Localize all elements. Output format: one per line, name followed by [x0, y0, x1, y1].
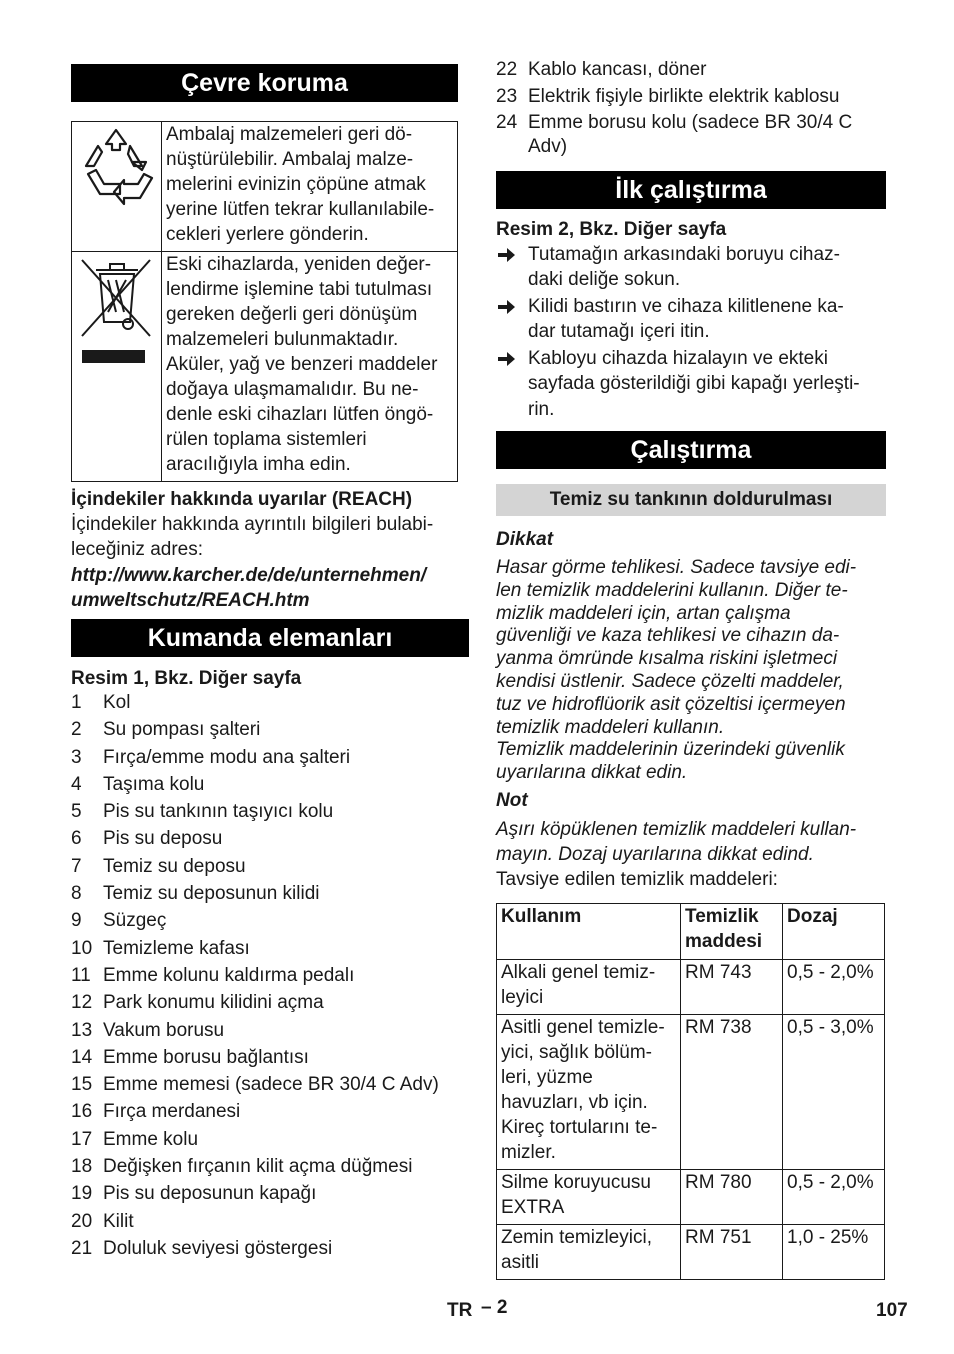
footer-section: – 2: [481, 1297, 508, 1318]
item-number: 18: [71, 1156, 93, 1178]
item-label: Pis su tankının taşıyıcı kolu: [103, 801, 334, 823]
table-cell: RM 743: [681, 960, 783, 1015]
table-row: [497, 1225, 885, 1280]
arrow-right-icon: [498, 247, 516, 263]
list-item: [71, 1126, 469, 1153]
item-number: 10: [71, 937, 93, 959]
item-label: Emme memesi (sadece BR 30/4 C Adv): [103, 1074, 439, 1096]
env-heading: Çevre koruma: [71, 64, 458, 102]
list-item: [496, 57, 886, 84]
step-text: Kabloyu cihazda hizalayın ve ekteki sayfada gösterildiği gibi kapağı yerleşti- rin.: [528, 348, 860, 420]
tank-subheading: Temiz su tankının doldurulması: [496, 484, 886, 516]
recycling-icon: [72, 122, 162, 252]
arrow-right-icon: [498, 299, 516, 315]
note-text: Aşırı köpüklenen temizlik maddeleri kullan- mayın. Dozaj uyarılarına dikkat edind.: [496, 819, 857, 865]
instruction-step: [496, 294, 886, 345]
table-cell: Alkali genel temiz- leyici: [497, 960, 681, 1015]
controls-list: [71, 689, 469, 1262]
item-label: Park konumu kilidini açma: [103, 992, 324, 1014]
item-label: Vakum borusu: [103, 1019, 225, 1041]
caution-text: Hasar görme tehlikesi. Sadece tavsiye edi- len temizlik maddelerini kullanın. Diğer te- mizlik maddeleri için, artan çalışma güvenliği ve kaza tehlikesi ve cihazın da- yanma ömründe kısalma riskini işletmeci kendisi üstlenir. Sadece çözelti maddeler, tuz ve hidroflüorik asit çözeltisi içermeyen temizlik maddeleri kullanın. Temizlik maddelerinin üzerindeki güvenlik uyarılarına dikkat edin.: [496, 557, 857, 784]
item-number: 21: [71, 1237, 93, 1259]
step-text: Tutamağın arkasındaki boruyu cihaz- daki deliğe sokun.: [528, 244, 840, 291]
list-item: [71, 989, 469, 1016]
list-item: [71, 771, 469, 798]
list-item: [71, 1153, 469, 1180]
figure-ref: Resim 2, Bkz. Diğer sayfa: [496, 219, 727, 240]
page-number: 107: [876, 1300, 908, 1321]
column-header: Kullanım: [497, 904, 681, 960]
item-label: Emme borusu kolu (sadece BR 30/4 C Adv): [528, 111, 853, 157]
item-number: 3: [71, 746, 82, 768]
item-number: 14: [71, 1046, 93, 1068]
item-number: 17: [71, 1128, 93, 1150]
item-number: 2: [71, 719, 82, 741]
item-number: 7: [71, 855, 82, 877]
env-table: [71, 121, 458, 482]
table-cell: Asitli genel temizle- yici, sağlık bölüm- leri, yüzme havuzları, vb için. Kireç tortularını te- mizler.: [497, 1015, 681, 1170]
controls-list-continued: [496, 57, 886, 159]
item-number: 11: [71, 964, 91, 986]
item-label: Su pompası şalteri: [103, 719, 261, 741]
detergent-table: [496, 903, 885, 1280]
controls-heading: Kumanda elemanları: [71, 619, 469, 657]
item-label: Emme borusu bağlantısı: [103, 1046, 309, 1068]
item-label: Süzgeç: [103, 910, 167, 932]
item-number: 9: [71, 910, 82, 932]
list-item: [71, 716, 469, 743]
item-number: 1: [71, 692, 82, 713]
table-cell: Zemin temizleyici, asitli: [497, 1225, 681, 1280]
caution-label: Dikkat: [496, 529, 554, 550]
list-item: [71, 1098, 469, 1125]
item-label: Fırça merdanesi: [103, 1101, 241, 1123]
list-item: [71, 1071, 469, 1098]
table-cell: RM 780: [681, 1170, 783, 1225]
first-use-heading: İlk çalıştırma: [496, 171, 886, 209]
item-label: Kol: [103, 692, 131, 713]
operation-heading: Çalıştırma: [496, 431, 886, 469]
item-number: 15: [71, 1074, 93, 1096]
table-row: [497, 960, 885, 1015]
table-cell: 0,5 - 2,0%: [783, 1170, 885, 1225]
list-item: [71, 935, 469, 962]
item-number: 23: [496, 85, 518, 107]
list-item: [71, 825, 469, 852]
item-label: Emme kolunu kaldırma pedalı: [103, 964, 355, 986]
item-number: 24: [496, 111, 518, 133]
item-label: Pis su deposu: [103, 828, 223, 850]
env-text: Ambalaj malzemeleri geri dö- nüştürülebilir. Ambalaj malze- melerini evinizin çöpüne atmak yerine lütfen tekrar kullanılabile- cekleri yerlere gönderin.: [162, 122, 458, 252]
table-cell: Silme koruyucusu EXTRA: [497, 1170, 681, 1225]
list-item: [71, 1235, 469, 1262]
list-item: [71, 1180, 469, 1207]
item-label: Kablo kancası, döner: [528, 59, 707, 80]
instruction-step: [496, 242, 886, 293]
item-number: 13: [71, 1019, 93, 1041]
item-label: Elektrik fişiyle birlikte elektrik kablosu: [528, 85, 840, 107]
column-header: Temizlik maddesi: [681, 904, 783, 960]
item-label: Temiz su deposunun kilidi: [103, 883, 320, 905]
item-label: Fırça/emme modu ana şalteri: [103, 746, 351, 768]
list-item: [71, 1044, 469, 1071]
first-use-steps: [496, 242, 886, 424]
list-item: [496, 84, 886, 111]
item-number: 6: [71, 828, 82, 850]
item-label: Emme kolu: [103, 1128, 199, 1150]
item-label: Temiz su deposu: [103, 855, 246, 877]
item-label: Doluluk seviyesi göstergesi: [103, 1237, 333, 1259]
item-number: 22: [496, 59, 518, 80]
list-item: [71, 907, 469, 934]
env-row: [72, 122, 458, 252]
reach-text: İçindekiler hakkında ayrıntılı bilgileri bulabi- leceğiniz adres:: [71, 514, 434, 560]
list-item: [496, 111, 886, 159]
table-row: [497, 1170, 885, 1225]
item-label: Kilit: [103, 1210, 134, 1232]
instruction-step: [496, 346, 886, 422]
list-item: [71, 880, 469, 907]
item-number: 20: [71, 1210, 93, 1232]
arrow-right-icon: [498, 351, 516, 367]
table-cell: 0,5 - 2,0%: [783, 960, 885, 1015]
table-cell: RM 751: [681, 1225, 783, 1280]
list-item: [71, 744, 469, 771]
list-item: [71, 1017, 469, 1044]
item-number: 4: [71, 773, 82, 795]
table-cell: 0,5 - 3,0%: [783, 1015, 885, 1170]
item-number: 12: [71, 992, 93, 1014]
table-cell: 1,0 - 25%: [783, 1225, 885, 1280]
list-item: [71, 1208, 469, 1235]
figure-ref: Resim 1, Bkz. Diğer sayfa: [71, 668, 302, 689]
table-cell: RM 738: [681, 1015, 783, 1170]
reach-url-link[interactable]: http://www.karcher.de/de/unternehmen/ umweltschutz/REACH.htm: [71, 565, 427, 611]
step-text: Kilidi bastırın ve cihaza kilitlenene ka- dar tutamağı içeri itin.: [528, 296, 844, 343]
list-item: [71, 689, 469, 716]
item-number: 5: [71, 801, 82, 823]
recommended-label: Tavsiye edilen temizlik maddeleri:: [496, 869, 778, 890]
list-item: [71, 798, 469, 825]
column-header: Dozaj: [783, 904, 885, 960]
table-header-row: [497, 904, 885, 960]
item-number: 8: [71, 883, 82, 905]
item-number: 19: [71, 1183, 93, 1205]
env-text: Eski cihazlarda, yeniden değer- lendirme işlemine tabi tutulması gereken değerli geri dönüşüm malzemeleri bulunmaktadır. Aküler, yağ ve benzeri maddeler doğaya ulaşmamalıdır. Bu ne- denle eski cihazları lütfen öngö- rülen toplama sistemleri aracılığıyla imha edin.: [162, 252, 458, 482]
item-number: 16: [71, 1101, 93, 1123]
item-label: Pis su deposunun kapağı: [103, 1183, 317, 1205]
list-item: [71, 853, 469, 880]
env-row: [72, 252, 458, 482]
item-label: Değişken fırçanın kilit açma düğmesi: [103, 1156, 413, 1178]
crossed-out-wheelie-bin-icon: [72, 252, 162, 482]
list-item: [71, 962, 469, 989]
footer-lang: TR: [447, 1300, 473, 1321]
item-label: Temizleme kafası: [103, 937, 250, 959]
item-label: Taşıma kolu: [103, 773, 205, 795]
note-label: Not: [496, 790, 528, 811]
table-row: [497, 1015, 885, 1170]
reach-title: İçindekiler hakkında uyarılar (REACH): [71, 489, 413, 510]
